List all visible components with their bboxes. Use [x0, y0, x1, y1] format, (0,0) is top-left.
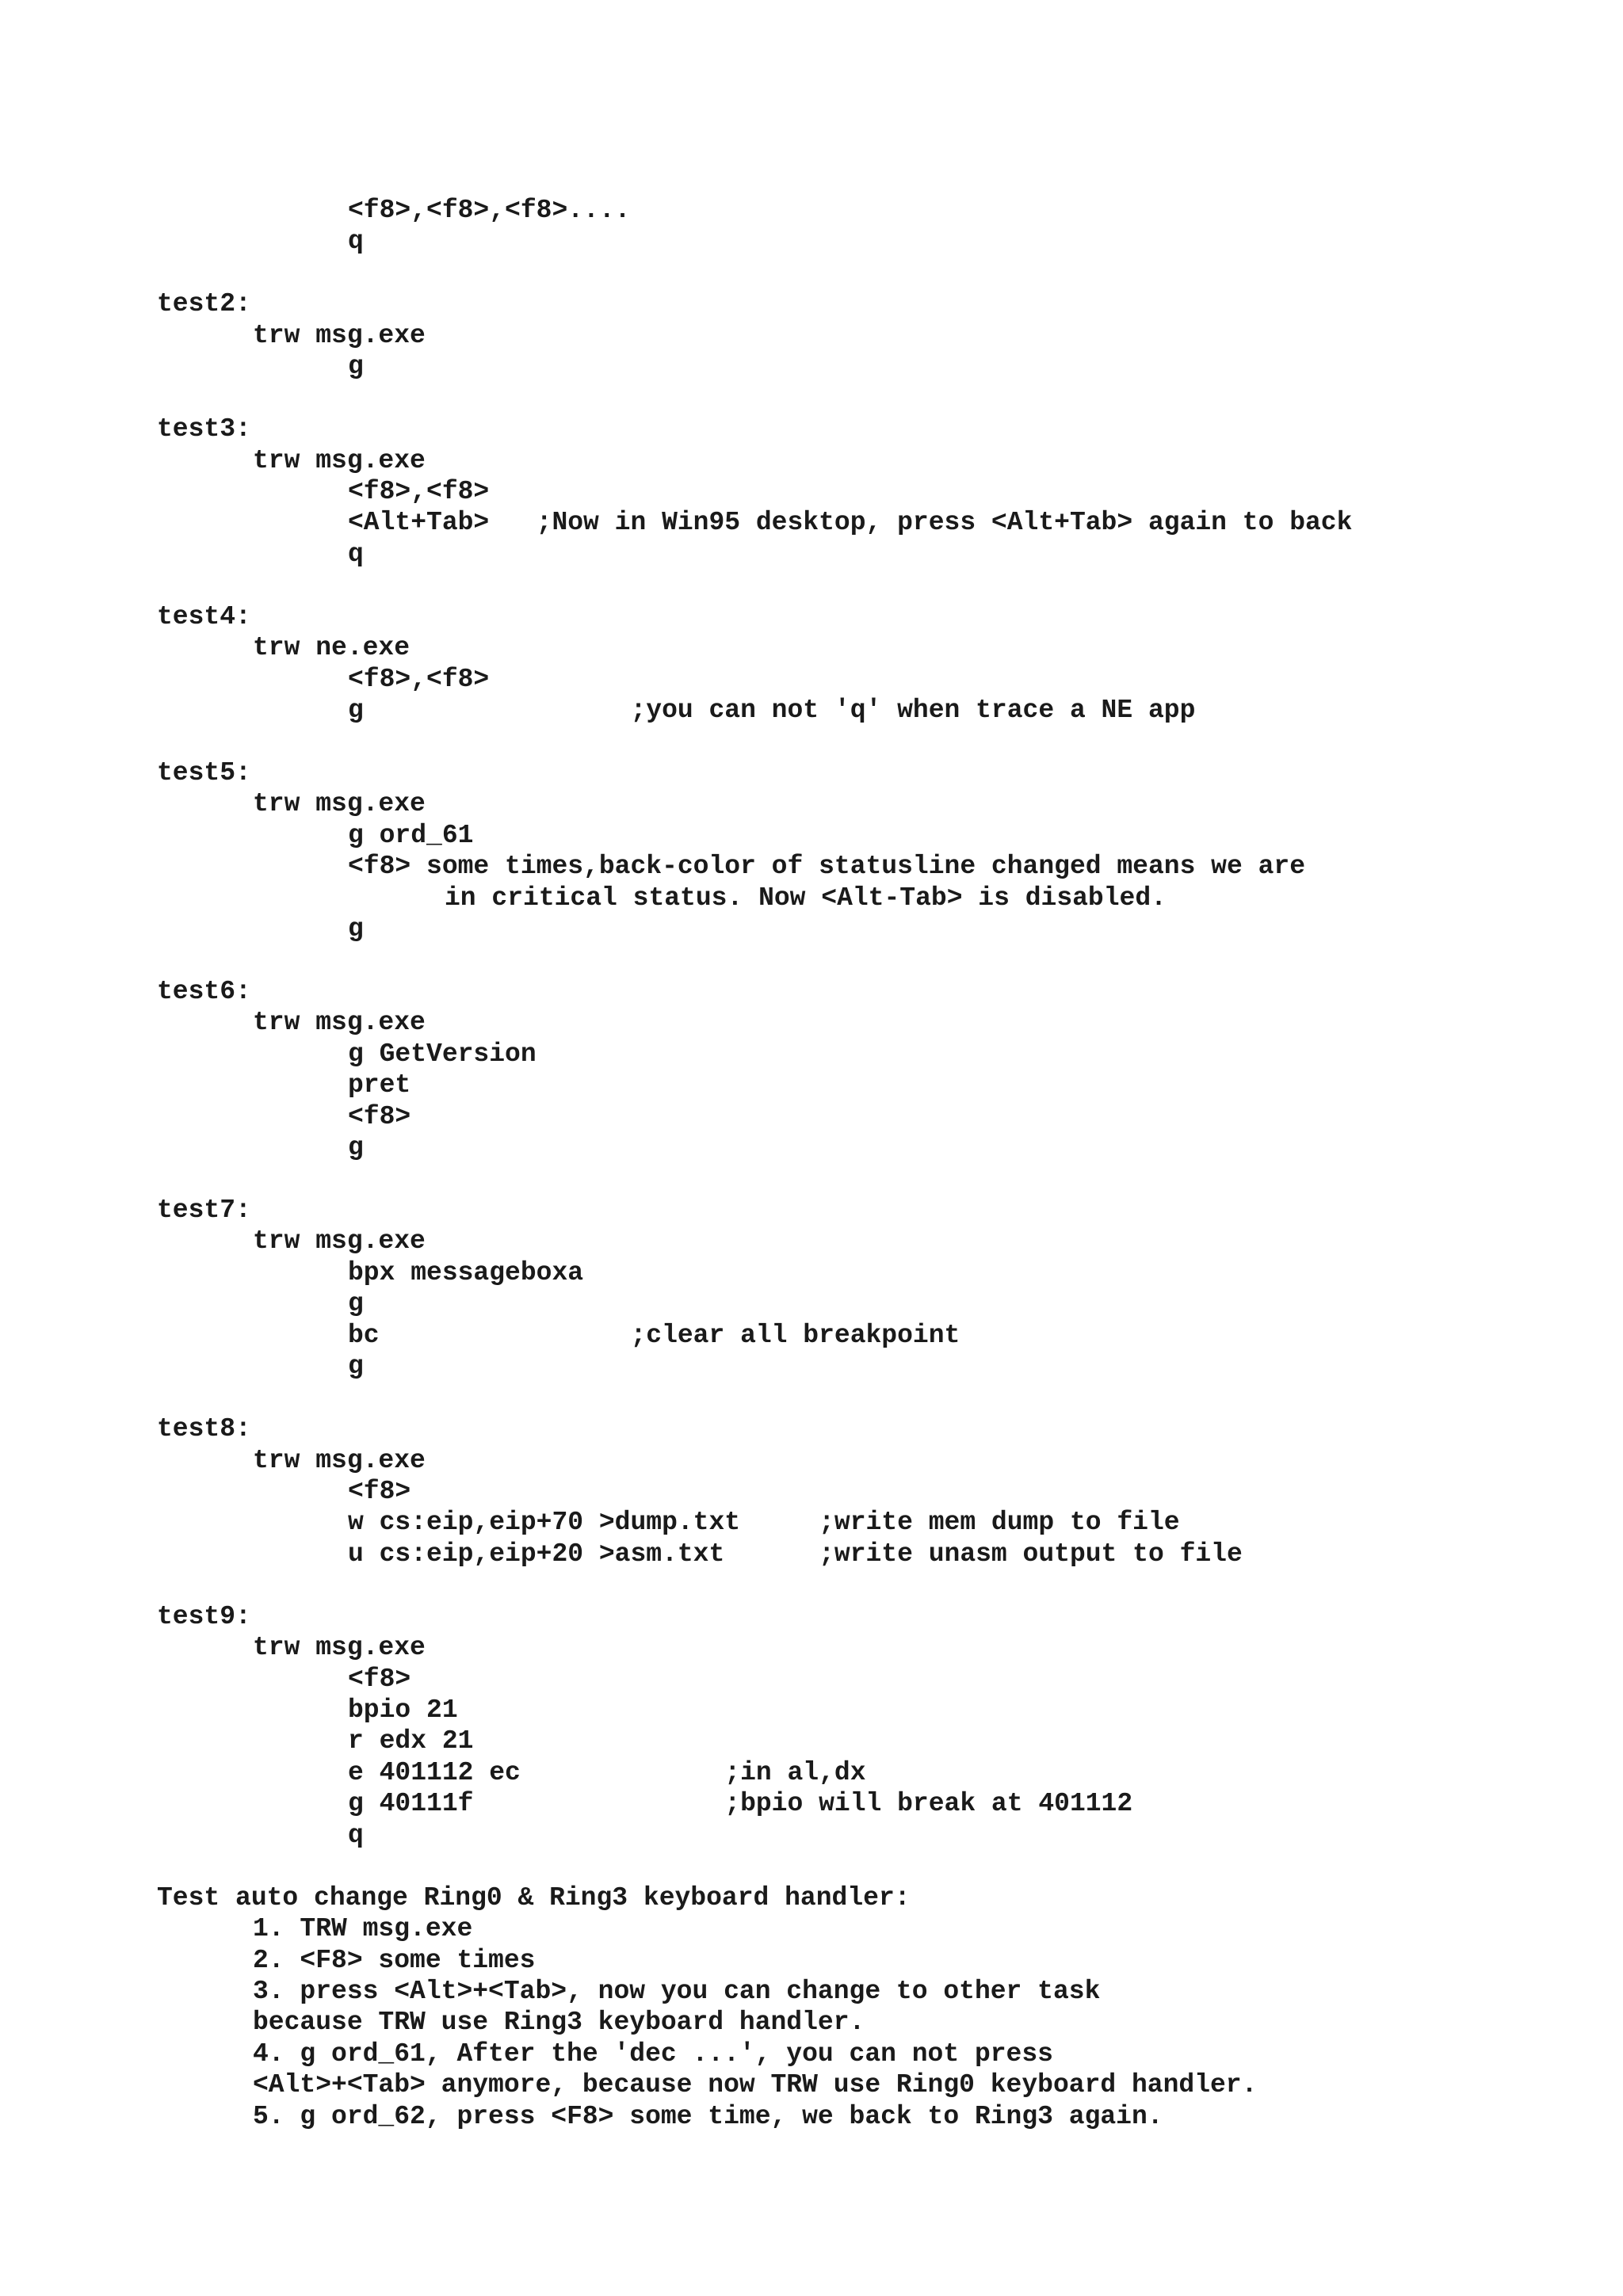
- text-line: bpio 21: [348, 1695, 458, 1725]
- text-line: Test auto change Ring0 & Ring3 keyboard handler:: [157, 1882, 911, 1913]
- text-line: test7:: [157, 1196, 251, 1225]
- text-line: trw ne.exe: [253, 633, 411, 663]
- text-line: trw msg.exe: [253, 445, 426, 475]
- text-line: q: [348, 539, 364, 569]
- text-line: 2. <F8> some times: [253, 1945, 536, 1975]
- text-line: <f8>,<f8>: [348, 476, 490, 506]
- text-line: g: [348, 914, 364, 944]
- text-line: test4:: [157, 601, 251, 631]
- text-line: <Alt>+<Tab> anymore, because now TRW use Ring0 keyboard handler.: [253, 2070, 1258, 2100]
- text-line: 5. g ord_62, press <F8> some time, we back to Ring3 again.: [253, 2101, 1163, 2131]
- text-line: g: [348, 1352, 364, 1382]
- blank-line: [157, 1164, 1583, 1195]
- text-line: trw msg.exe: [253, 789, 426, 819]
- text-line: e 401112 ec ;in al,dx: [348, 1757, 866, 1787]
- text-line: g ord_61: [348, 820, 474, 850]
- text-line: <f8>,<f8>: [348, 664, 490, 694]
- blank-line: [157, 1851, 1583, 1882]
- text-line: bpx messageboxa: [348, 1257, 584, 1287]
- blank-line: [157, 945, 1583, 976]
- text-line: test3:: [157, 414, 251, 444]
- text-line: g GetVersion: [348, 1039, 537, 1069]
- text-line: because TRW use Ring3 keyboard handler.: [253, 2008, 865, 2038]
- text-line: pret: [348, 1070, 411, 1100]
- text-line: 4. g ord_61, After the 'dec ...', you can not press: [253, 2039, 1053, 2069]
- blank-line: [157, 726, 1583, 757]
- text-line: r edx 21: [348, 1726, 474, 1756]
- document-body: [157, 195, 1583, 2132]
- text-line: <f8>: [348, 1101, 411, 1131]
- text-line: 3. press <Alt>+<Tab>, now you can change to other task: [253, 1976, 1101, 2006]
- text-line: test5:: [157, 757, 251, 788]
- text-line: <f8>: [348, 1476, 411, 1506]
- blank-line: [157, 257, 1583, 288]
- text-line: <f8>: [348, 1664, 411, 1694]
- text-line: g ;you can not 'q' when trace a NE app: [348, 696, 1196, 725]
- text-line: test8:: [157, 1414, 251, 1444]
- text-line: q: [348, 1820, 364, 1850]
- text-line: trw msg.exe: [253, 1226, 426, 1257]
- blank-line: [157, 570, 1583, 601]
- text-line: <Alt+Tab> ;Now in Win95 desktop, press <Alt+Tab> again to back: [348, 508, 1353, 538]
- text-line: u cs:eip,eip+20 >asm.txt ;write unasm output to file: [348, 1539, 1243, 1569]
- text-line: <f8> some times,back-color of statusline changed means we are: [348, 852, 1305, 882]
- text-line: 1. TRW msg.exe: [253, 1914, 473, 1944]
- text-line: bc ;clear all breakpoint: [348, 1320, 960, 1350]
- text-line: trw msg.exe: [253, 1008, 426, 1038]
- text-line: test6:: [157, 976, 251, 1006]
- text-line: w cs:eip,eip+70 >dump.txt ;write mem dump to file: [348, 1508, 1180, 1538]
- text-line: trw msg.exe: [253, 1445, 426, 1475]
- text-line: g: [348, 1289, 364, 1319]
- text-line: q: [348, 227, 364, 257]
- text-line: test2:: [157, 289, 251, 319]
- text-line: g 40111f ;bpio will break at 401112: [348, 1789, 1133, 1819]
- text-line: trw msg.exe: [253, 1633, 426, 1663]
- blank-line: [157, 1383, 1583, 1413]
- text-line: <f8>,<f8>,<f8>....: [348, 196, 631, 225]
- blank-line: [157, 383, 1583, 414]
- text-line: g: [348, 1133, 364, 1163]
- text-line: g: [348, 352, 364, 382]
- text-line: trw msg.exe: [253, 320, 426, 350]
- text-line: in critical status. Now <Alt-Tab> is disabled.: [445, 883, 1167, 913]
- text-line: test9:: [157, 1601, 251, 1631]
- blank-line: [157, 1569, 1583, 1600]
